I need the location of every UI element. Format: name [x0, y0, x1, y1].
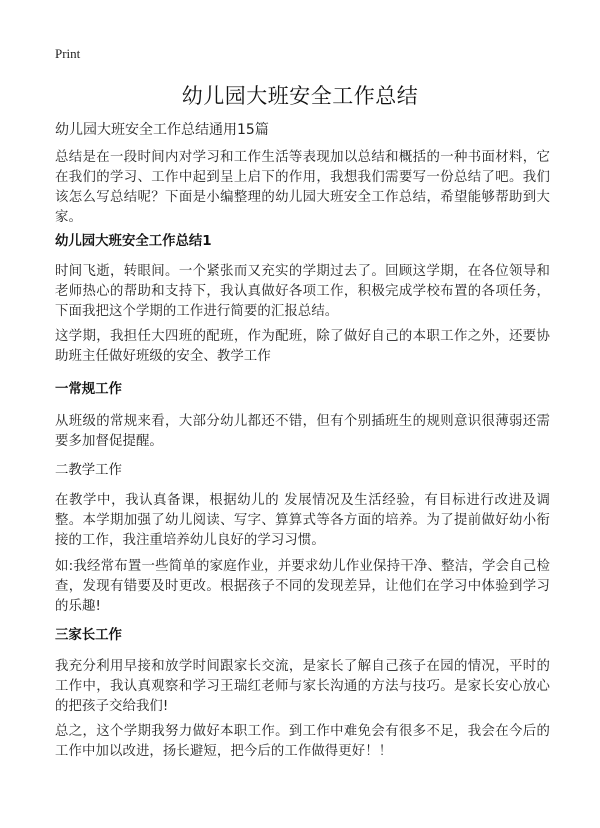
paragraph-text: 时间飞逝，转眼间。一个紧张而又充实的学期过去了。回顾这学期，在各位领导和老师热心的帮助和支持下，我认真做好各项工作，积极完成学校布置的各项任务，下面我把这个学期的工作进行简要的汇报总结。	[55, 264, 550, 319]
paragraph-parents	[55, 657, 550, 717]
section-heading-teaching	[55, 461, 550, 481]
paragraph-text: 这学期，我担任大四班的配班，作为配班，除了做好自己的本职工作之外，还要协助班主任做好班级的安全、教学工作	[55, 329, 550, 364]
section-heading-routine	[55, 380, 550, 400]
paragraph-text: 总结是在一段时间内对学习和工作生活等表现加以总结和概括的一种书面材料，它在我们的学习、工作中起到呈上启下的作用，我想我们需要写一份总结了吧。我们该怎么写总结呢？下面是小编整理的幼儿园大班安全工作总结，希望能够帮助到大家。	[55, 150, 550, 225]
paragraph-intro	[55, 148, 550, 228]
section-heading-parents	[55, 626, 550, 646]
paragraph-text: 在教学中，我认真备课，根据幼儿的 发展情况及生活经验，有目标进行改进及调整。本学期加强了幼儿阅读、写字、算算式等各方面的培养。为了提前做好幼小衔接的工作，我注重培养幼儿良好的学习习惯。	[55, 493, 550, 548]
paragraph-conclusion	[55, 722, 550, 762]
paragraph-routine	[55, 412, 550, 452]
paragraph-role	[55, 327, 550, 367]
paragraph-text: 如:我经常布置一些简单的家庭作业，并要求幼儿作业保持干净、整洁，学会自己检查，发现有错要及时更改。根据孩子不同的发现差异，让他们在学习中体验到学习的乐趣!	[55, 559, 550, 614]
paragraph-homework	[55, 557, 550, 617]
heading-text: 一常规工作	[55, 382, 122, 397]
document-title: 幼儿园大班安全工作总结	[181, 84, 419, 108]
paragraph-semester-review	[55, 262, 550, 322]
heading-text: 二教学工作	[55, 463, 122, 478]
paragraph-teaching	[55, 491, 550, 551]
heading-text: 幼儿园大班安全工作总结1	[55, 234, 212, 249]
document-subtitle: 幼儿园大班安全工作总结通用15篇	[55, 122, 269, 138]
heading-text: 三家长工作	[55, 628, 122, 643]
paragraph-text: 我充分利用早接和放学时间跟家长交流，是家长了解自己孩子在园的情况，平时的工作中，我认真观察和学习王瑞红老师与家长沟通的方法与技巧。是家长安心放心的把孩子交给我们!	[55, 659, 550, 714]
paragraph-text: 总之，这个学期我努力做好本职工作。到工作中难免会有很多不足，我会在今后的工作中加以改进，扬长避短，把今后的工作做得更好！！	[55, 724, 550, 759]
section-heading-1	[55, 232, 550, 252]
paragraph-text: 从班级的常规来看，大部分幼儿都还不错，但有个别插班生的规则意识很薄弱还需要多加督促提醒。	[55, 414, 550, 449]
print-label[interactable]: Print	[55, 46, 81, 61]
